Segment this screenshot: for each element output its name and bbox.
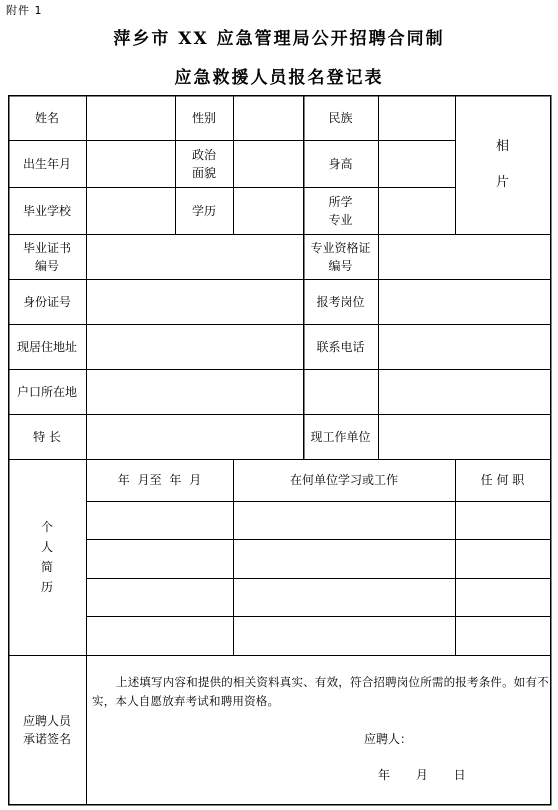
label-qualification-number: 专业资格证 编号 bbox=[310, 240, 371, 273]
label-birth-date: 出生年月 bbox=[22, 156, 71, 171]
label-current-employer: 现工作单位 bbox=[310, 429, 371, 444]
resume-row-2-role[interactable] bbox=[455, 539, 550, 578]
phone-field[interactable] bbox=[378, 324, 550, 369]
resume-header-unit: 在何单位学习或工作 bbox=[289, 473, 398, 487]
signature-field[interactable] bbox=[420, 726, 540, 750]
education-field[interactable] bbox=[233, 187, 303, 234]
label-resume: 个 人 简 历 bbox=[40, 520, 53, 594]
resume-row-3-role[interactable] bbox=[455, 578, 550, 616]
label-diploma-number: 毕业证书 编号 bbox=[22, 240, 71, 273]
resume-row-3-unit[interactable] bbox=[233, 578, 455, 616]
major-field[interactable] bbox=[378, 187, 455, 234]
resume-row-2-period[interactable] bbox=[86, 539, 233, 578]
resume-header-period: 年 月至 年 月 bbox=[117, 473, 202, 487]
diploma-number-field[interactable] bbox=[86, 234, 303, 279]
resume-row-1-role[interactable] bbox=[455, 501, 550, 539]
photo-box[interactable]: 相 片 bbox=[495, 138, 509, 190]
current-employer-field[interactable] bbox=[378, 414, 550, 459]
resume-header-role: 任 何 职 bbox=[480, 473, 525, 487]
hukou-field[interactable] bbox=[86, 369, 550, 414]
resume-row-4-unit[interactable] bbox=[233, 616, 455, 655]
position-field[interactable] bbox=[378, 279, 550, 324]
attachment-label: 附件 1 bbox=[6, 4, 43, 17]
resume-row-3-period[interactable] bbox=[86, 578, 233, 616]
birth-date-field[interactable] bbox=[86, 140, 175, 187]
label-phone: 联系电话 bbox=[316, 339, 365, 354]
label-political-status: 政治 面貌 bbox=[191, 147, 216, 180]
height-field[interactable] bbox=[378, 140, 455, 187]
resume-row-1-unit[interactable] bbox=[233, 501, 455, 539]
label-specialty: 特 长 bbox=[33, 429, 61, 444]
label-major: 所学 专业 bbox=[328, 194, 353, 227]
label-commitment: 应聘人员 承诺签名 bbox=[22, 713, 71, 746]
ethnicity-field[interactable] bbox=[378, 95, 455, 140]
label-gender: 性别 bbox=[191, 110, 216, 125]
signer-label: 应聘人： bbox=[364, 732, 413, 746]
commitment-statement: 上述填写内容和提供的相关资料真实、有效，符合招聘岗位所需的报考条件。如有不实，本人自愿放弃考试和聘用资格。 bbox=[92, 675, 549, 708]
id-number-field[interactable] bbox=[86, 279, 303, 324]
label-hukou: 户口所在地 bbox=[16, 384, 77, 399]
specialty-field[interactable] bbox=[86, 414, 303, 459]
label-school: 毕业学校 bbox=[22, 203, 71, 218]
label-height: 身高 bbox=[328, 156, 353, 171]
label-ethnicity: 民族 bbox=[328, 110, 353, 125]
resume-row-4-role[interactable] bbox=[455, 616, 550, 655]
label-education: 学历 bbox=[191, 203, 216, 218]
address-field[interactable] bbox=[86, 324, 303, 369]
form-title-line-1: 萍乡市 XX 应急管理局公开招聘合同制 bbox=[113, 29, 445, 49]
label-address: 现居住地址 bbox=[16, 339, 77, 354]
label-name: 姓名 bbox=[34, 110, 59, 125]
school-field[interactable] bbox=[86, 187, 175, 234]
label-id-number: 身份证号 bbox=[22, 294, 71, 309]
resume-row-2-unit[interactable] bbox=[233, 539, 455, 578]
label-position: 报考岗位 bbox=[316, 294, 365, 309]
gender-field[interactable] bbox=[233, 95, 303, 140]
date-label: 年 月 日 bbox=[378, 768, 466, 782]
resume-row-1-period[interactable] bbox=[86, 501, 233, 539]
political-status-field[interactable] bbox=[233, 140, 303, 187]
resume-row-4-period[interactable] bbox=[86, 616, 233, 655]
form-title-line-2: 应急救援人员报名登记表 bbox=[174, 68, 384, 88]
name-field[interactable] bbox=[86, 95, 175, 140]
qualification-number-field[interactable] bbox=[378, 234, 550, 279]
